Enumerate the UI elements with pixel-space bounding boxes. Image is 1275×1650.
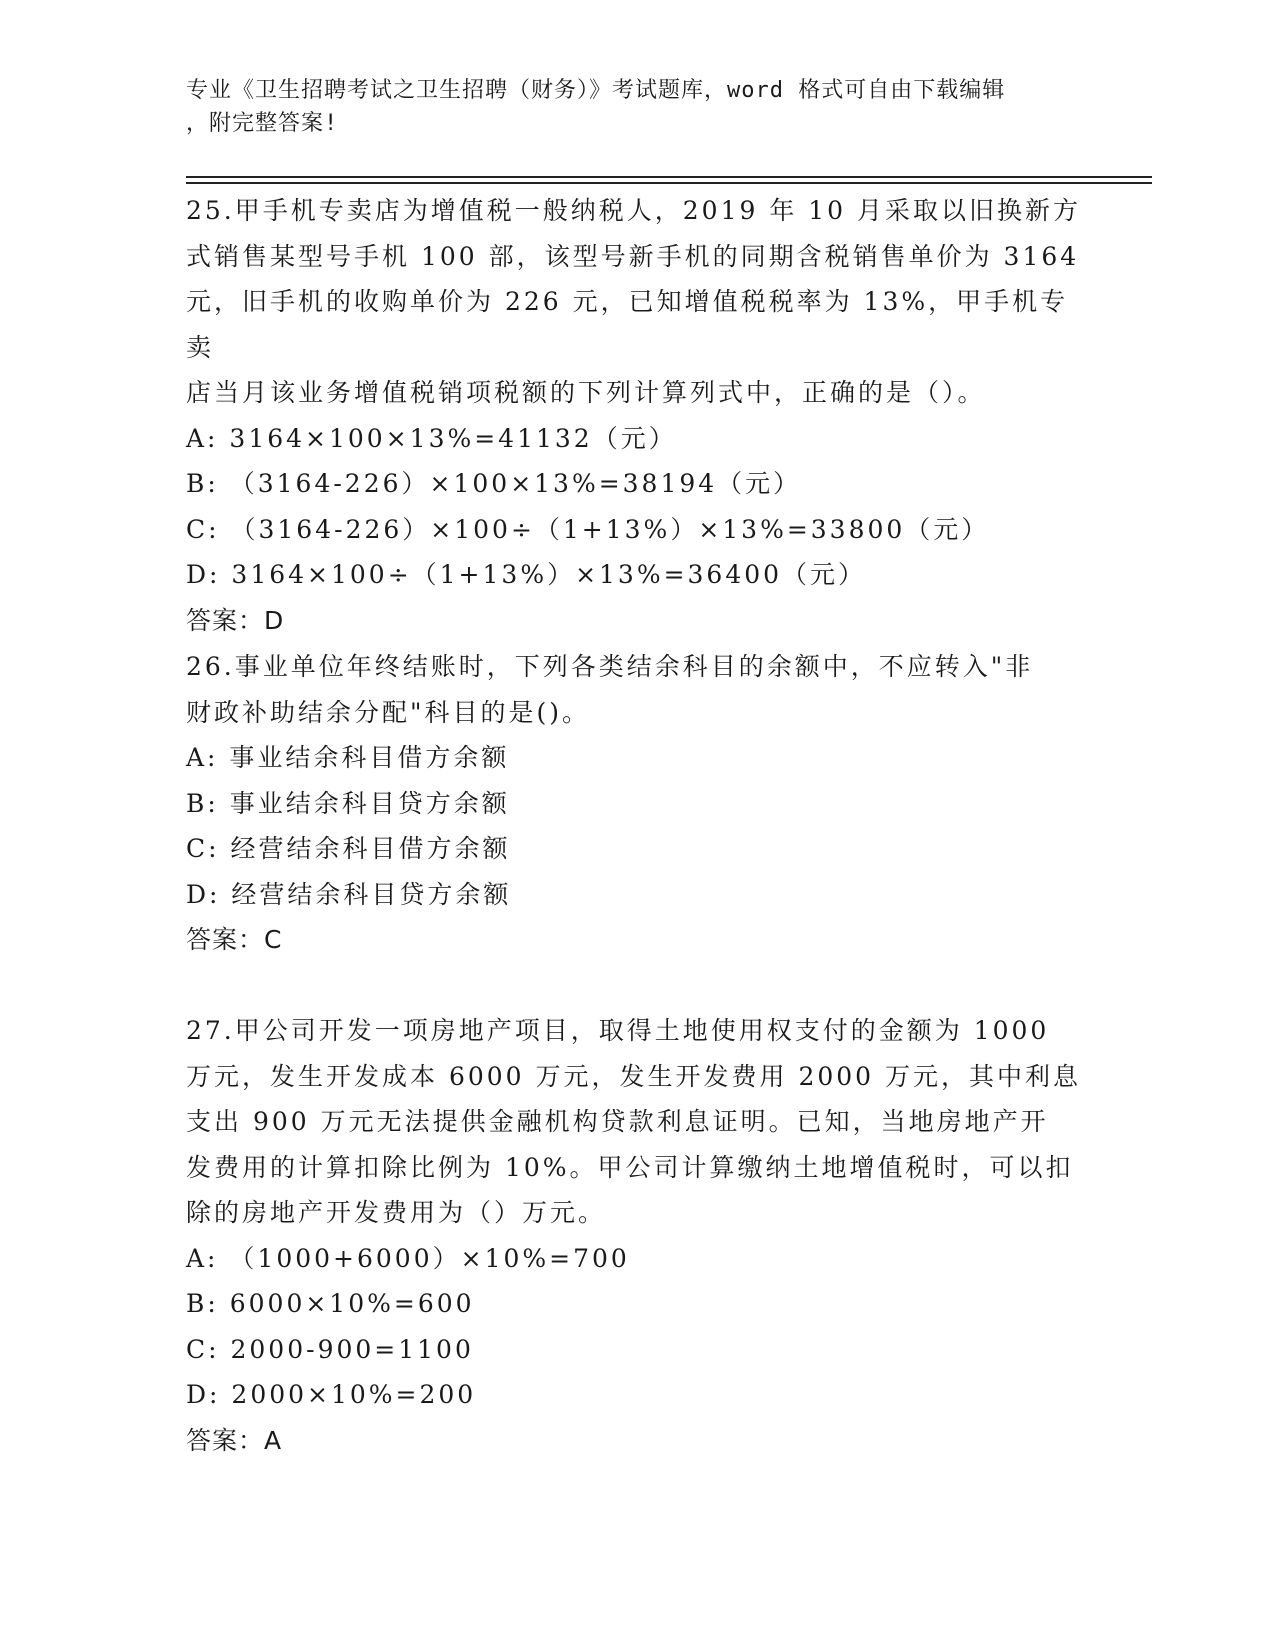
option-a: A: 3164×100×13%=41132（元） bbox=[186, 423, 677, 453]
question-block bbox=[186, 644, 1086, 963]
option-c: C: 2000-900=1100 bbox=[186, 1334, 474, 1364]
header-divider bbox=[186, 176, 1152, 178]
question-stem-line: 发费用的计算扣除比例为 10%。甲公司计算缴纳土地增值税时，可以扣 bbox=[186, 1152, 1074, 1182]
question-block bbox=[186, 188, 1086, 643]
option-a: A: （1000+6000）×10%=700 bbox=[186, 1243, 630, 1273]
question-stem-line: 支出 900 万元无法提供金融机构贷款利息证明。已知，当地房地产开 bbox=[186, 1107, 1049, 1136]
option-d: D: 3164×100÷（1+13%）×13%=36400（元） bbox=[186, 560, 867, 589]
option-c: C: （3164-226）×100÷（1+13%）×13%=33800（元） bbox=[186, 514, 990, 544]
question-stem-line: 万元，发生开发成本 6000 万元，发生开发费用 2000 万元，其中利息 bbox=[186, 1061, 1082, 1091]
option-d: D: 经营结余科目贷方余额 bbox=[186, 879, 512, 909]
option-a: A: 事业结余科目借方余额 bbox=[186, 743, 510, 772]
header-divider bbox=[186, 182, 1152, 184]
doc-header bbox=[186, 74, 1066, 140]
question-stem-line: 除的房地产开发费用为（）万元。 bbox=[186, 1198, 607, 1227]
option-d: D: 2000×10%=200 bbox=[186, 1380, 477, 1409]
option-c: C: 经营结余科目借方余额 bbox=[186, 834, 511, 863]
question-stem-line: 27.甲公司开发一项房地产项目，取得土地使用权支付的金额为 1000 bbox=[186, 1016, 1050, 1045]
header-line: 专业《卫生招聘考试之卫生招聘（财务）》考试题库，word 格式可自由下载编辑 bbox=[186, 78, 1006, 103]
option-b: B: 6000×10%=600 bbox=[186, 1289, 475, 1318]
option-b: B: 事业结余科目贷方余额 bbox=[186, 788, 510, 818]
question-stem-line: 店当月该业务增值税销项税额的下列计算列式中，正确的是（）。 bbox=[186, 378, 986, 407]
answer-line: 答案：A bbox=[186, 1425, 283, 1455]
answer-line: 答案：C bbox=[186, 925, 283, 954]
question-stem-line: 25.甲手机专卖店为增值税一般纳税人，2019 年 10 月采取以旧换新方 bbox=[186, 196, 1082, 225]
answer-line: 答案：D bbox=[186, 605, 285, 635]
option-b: B: （3164-226）×100×13%=38194（元） bbox=[186, 469, 802, 498]
question-stem-line: 财政补助结余分配"科目的是()。 bbox=[186, 697, 591, 727]
question-stem-line: 元，旧手机的收购单价为 226 元，已知增值税税率为 13%，甲手机专卖 bbox=[186, 287, 1069, 362]
question-stem-line: 式销售某型号手机 100 部，该型号新手机的同期含税销售单价为 3164 bbox=[186, 241, 1080, 271]
header-line: ，附完整答案! bbox=[186, 111, 339, 136]
question-stem-line: 26.事业单位年终结账时，下列各类结余科目的余额中，不应转入"非 bbox=[186, 652, 1034, 681]
question-block bbox=[186, 1008, 1086, 1463]
